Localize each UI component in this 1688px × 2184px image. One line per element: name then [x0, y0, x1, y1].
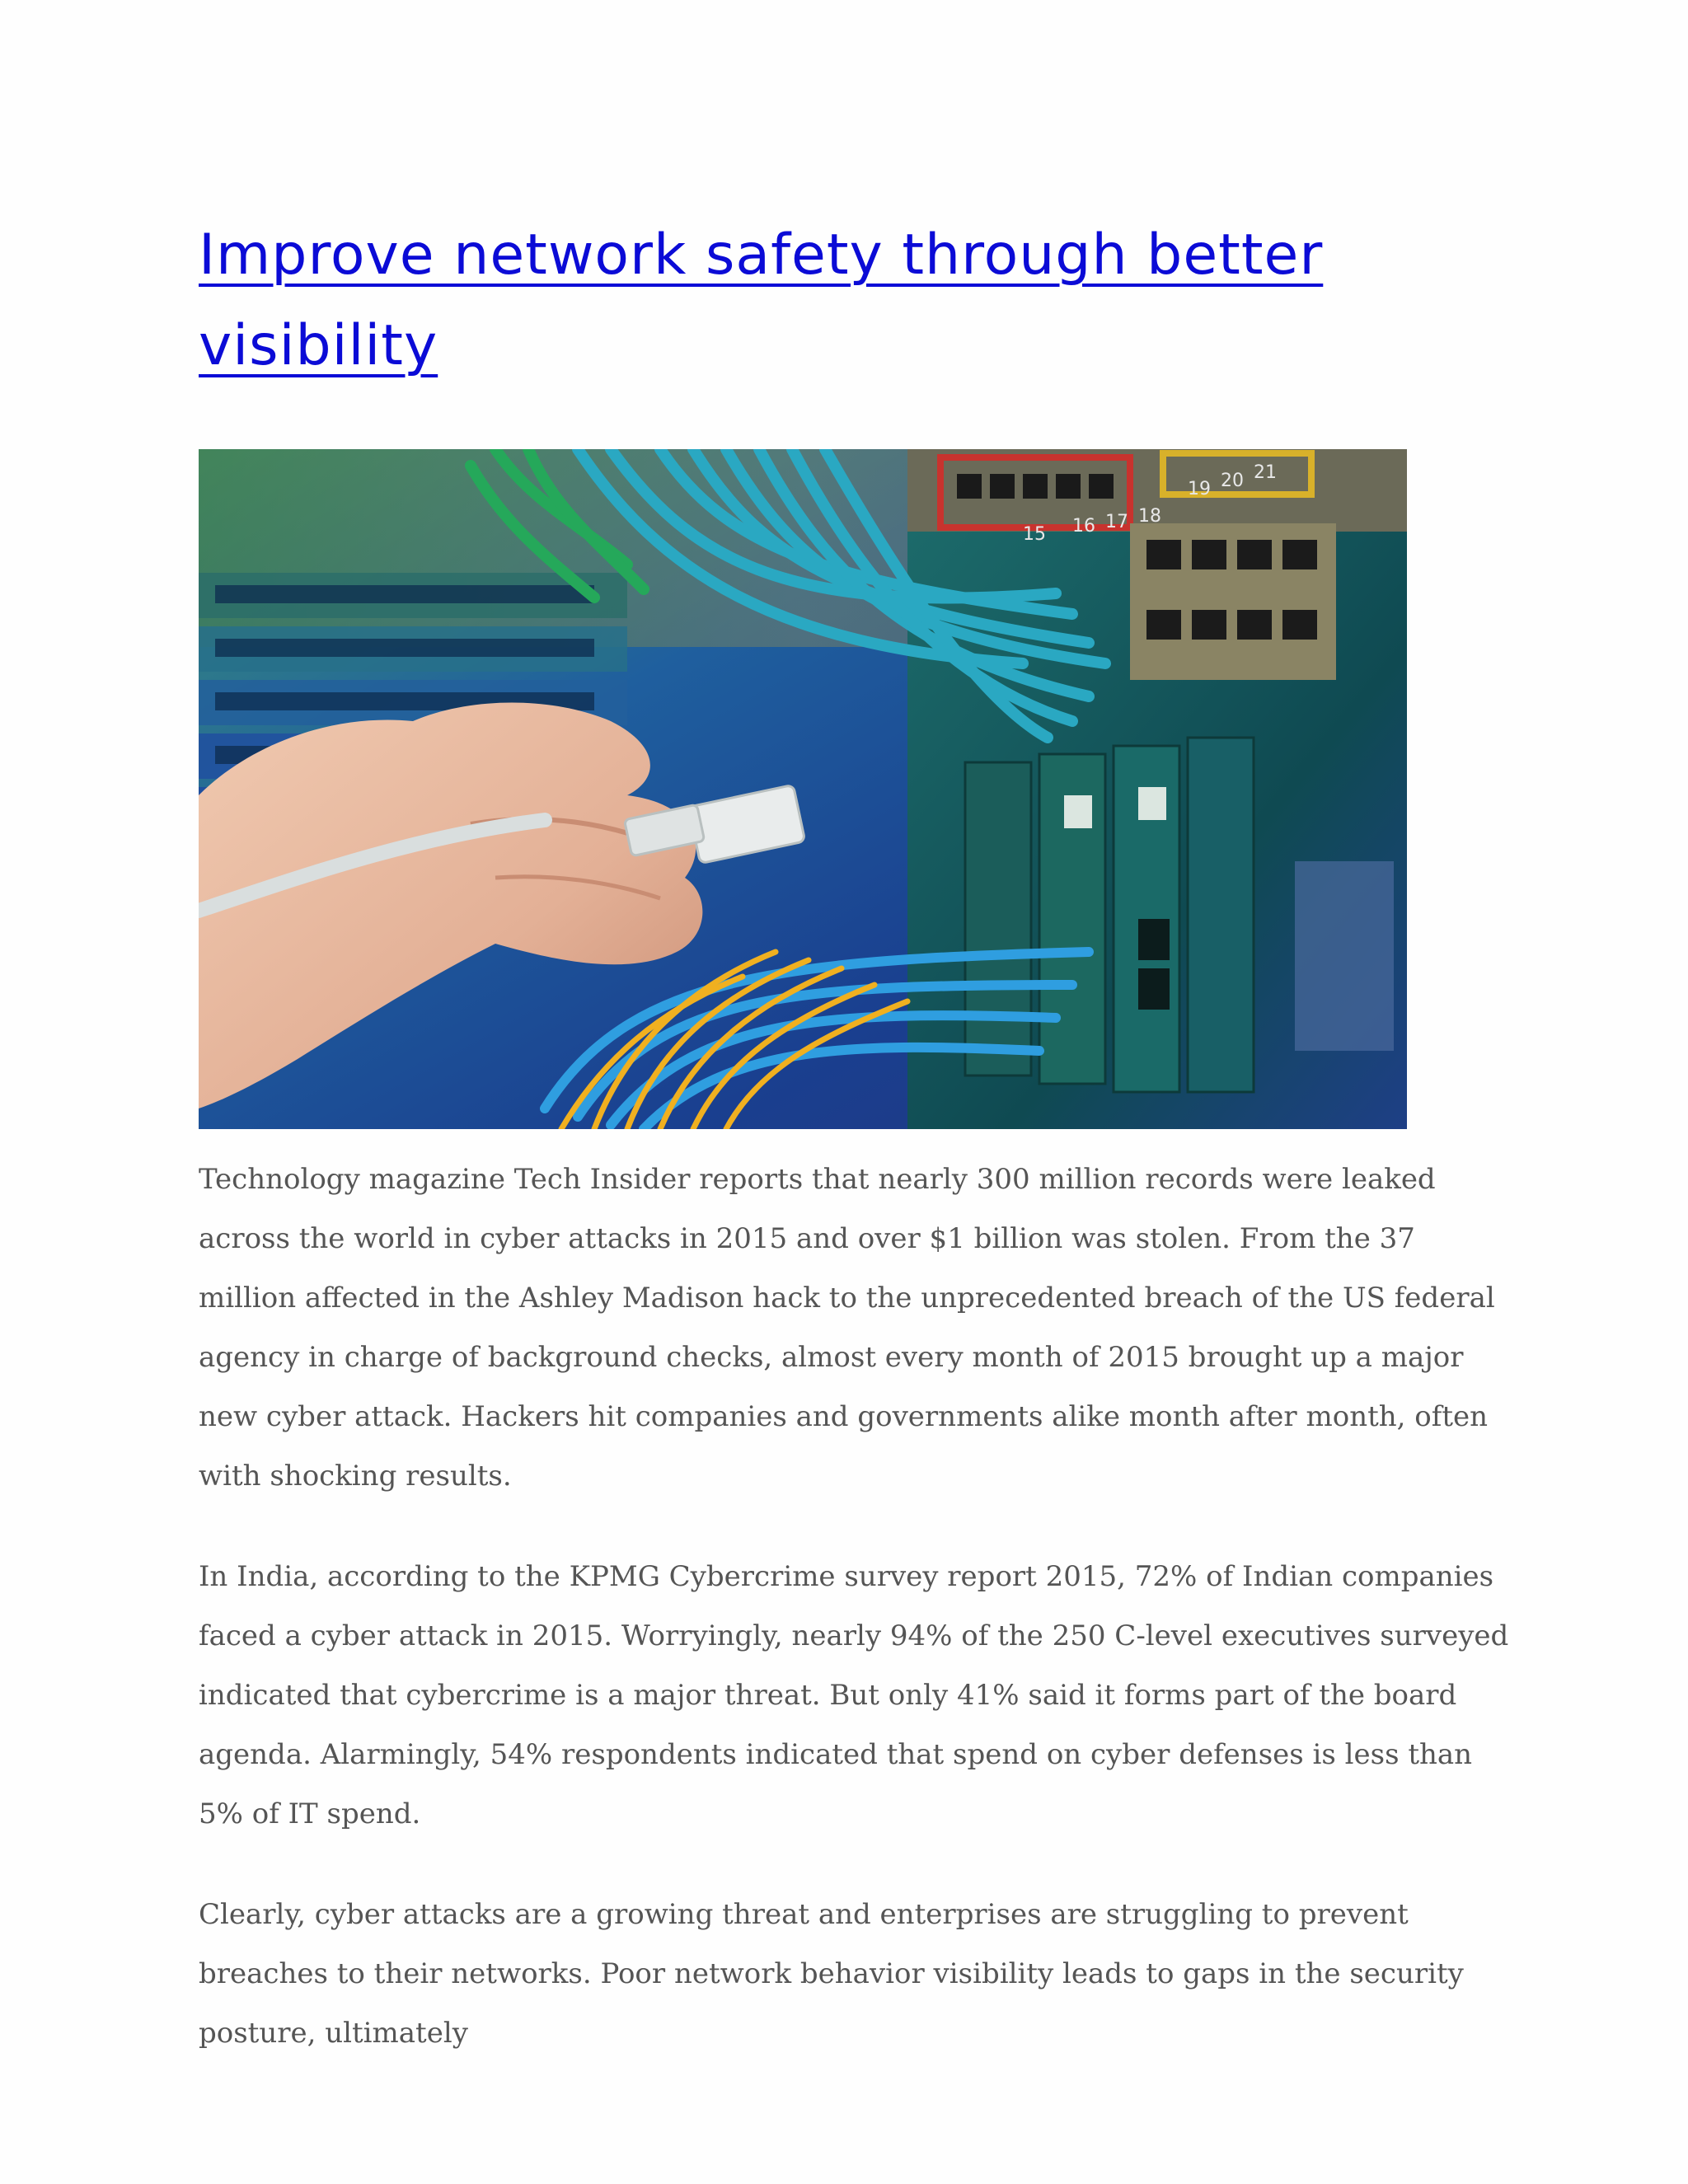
svg-text:17: 17 — [1105, 512, 1128, 532]
svg-text:16: 16 — [1072, 516, 1095, 537]
article-title-link[interactable]: Improve network safety through better visibility — [199, 223, 1324, 378]
svg-text:19: 19 — [1188, 479, 1211, 499]
svg-text:18: 18 — [1138, 506, 1161, 527]
paragraph-2: In India, according to the KPMG Cybercrime survey report 2015, 72% of Indian companies faced a cyber attack in 2015. Worryingly, nearly 94% of the 250 C-level executives surveyed indicated that cybercrime is a major threat. But only 41% said it forms part of the board agenda. Alarmingly, 54% respondents indicated that spend on cyber defenses is less than 5% of IT spend. — [199, 1560, 1509, 1830]
hero-image — [199, 449, 1407, 1129]
svg-text:15: 15 — [1023, 524, 1046, 545]
network-cable-photo-icon — [199, 449, 1407, 1129]
svg-text:21: 21 — [1254, 462, 1277, 483]
svg-text:20: 20 — [1221, 471, 1244, 491]
paragraph-3: Clearly, cyber attacks are a growing threat and enterprises are struggling to prevent breaches to their networks. Poor network behavior visibility leads to gaps in the security posture, ultimately — [199, 1898, 1464, 2050]
article — [199, 210, 1509, 2050]
paragraph-1: Technology magazine Tech Insider reports that nearly 300 million records were leaked across the world in cyber attacks in 2015 and over $1 billion was stolen. From the 37 million affected in the Ashley Madison hack to the unprecedented breach of the US federal agency in charge of background checks, almost every month of 2015 brought up a major new cyber attack. Hackers hit companies and governments alike month after month, often with shocking results. — [199, 1163, 1495, 1493]
article-body — [199, 1150, 1509, 2104]
